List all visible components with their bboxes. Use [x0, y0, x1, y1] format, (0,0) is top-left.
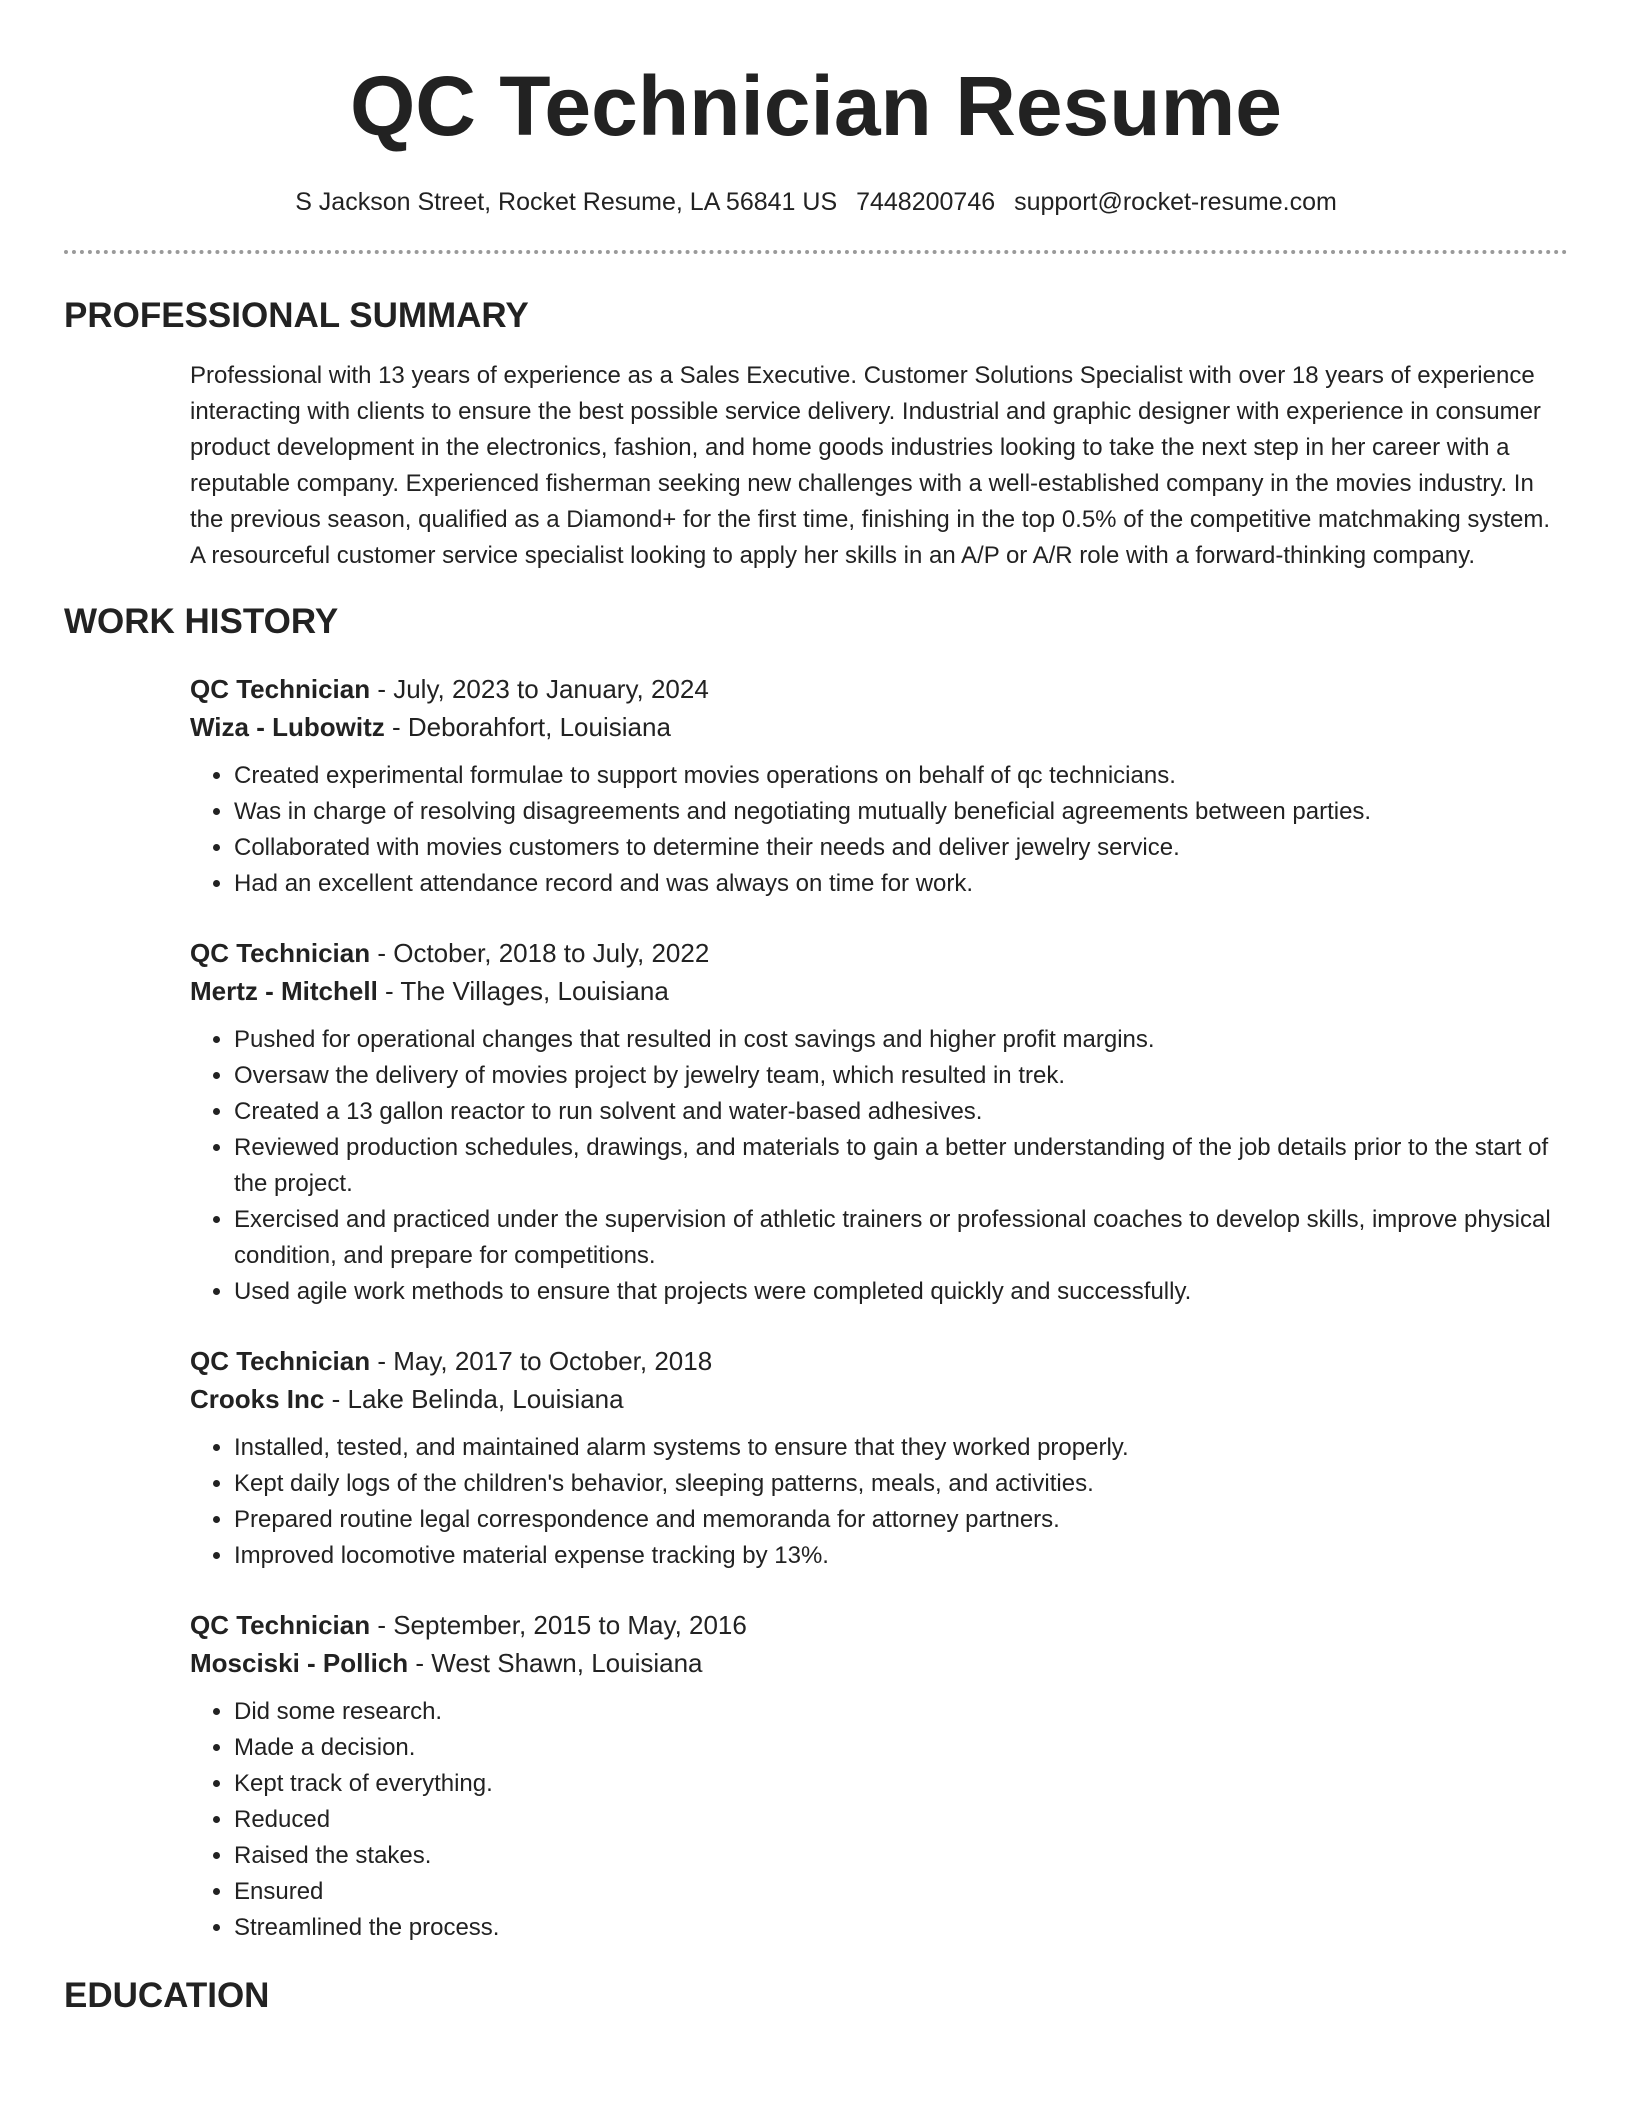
job-bullet: • Kept track of everything. — [234, 1766, 1568, 1802]
section-title-summary: PROFESSIONAL SUMMARY — [64, 296, 529, 335]
job-bullet: • Exercised and practiced under the supervision of athletic trainers or professional coaches to develop skills, improve physical condition, and prepare for competitions. — [234, 1202, 1568, 1274]
job-entry — [190, 1606, 1568, 1946]
job-bullet: • Pushed for operational changes that resulted in cost savings and higher profit margins. — [234, 1022, 1568, 1058]
job-dates: - July, 2023 to January, 2024 — [370, 674, 709, 704]
contact-phone: 7448200746 — [856, 188, 996, 216]
job-location: - The Villages, Louisiana — [377, 976, 669, 1006]
job-role: QC Technician — [190, 1610, 371, 1640]
job-company: Mertz - Mitchell — [190, 976, 378, 1006]
job-dates: - September, 2015 to May, 2016 — [370, 1610, 747, 1640]
job-bullets — [190, 1022, 1568, 1310]
job-bullet: • Raised the stakes. — [234, 1838, 1568, 1874]
job-location: - Lake Belinda, Louisiana — [324, 1384, 624, 1414]
job-bullet: • Kept daily logs of the children's behavior, sleeping patterns, meals, and activities. — [234, 1466, 1568, 1502]
job-bullet: • Streamlined the process. — [234, 1910, 1568, 1946]
section-title-work-history: WORK HISTORY — [64, 602, 339, 641]
job-title-line — [190, 670, 1568, 708]
contact-email: support@rocket-resume.com — [1014, 188, 1337, 216]
job-bullet: • Reviewed production schedules, drawings, and materials to gain a better understanding of the job details prior to the start of the project. — [234, 1130, 1568, 1202]
job-location: - West Shawn, Louisiana — [408, 1648, 703, 1678]
job-bullets — [190, 1430, 1568, 1574]
job-bullet: • Used agile work methods to ensure that projects were completed quickly and successfully. — [234, 1274, 1568, 1310]
job-bullet: • Reduced — [234, 1802, 1568, 1838]
job-company: Mosciski - Pollich — [190, 1648, 409, 1678]
job-dates: - October, 2018 to July, 2022 — [370, 938, 710, 968]
job-company-line — [190, 708, 1568, 746]
job-bullets — [190, 758, 1568, 902]
job-bullet: • Prepared routine legal correspondence and memoranda for attorney partners. — [234, 1502, 1568, 1538]
job-bullet: • Collaborated with movies customers to determine their needs and deliver jewelry service. — [234, 830, 1568, 866]
section-title-education: EDUCATION — [64, 1976, 270, 2015]
job-bullet: • Created a 13 gallon reactor to run solvent and water-based adhesives. — [234, 1094, 1568, 1130]
job-company: Wiza - Lubowitz — [190, 712, 385, 742]
job-bullet: • Made a decision. — [234, 1730, 1568, 1766]
job-role: QC Technician — [190, 674, 371, 704]
contact-line — [64, 186, 1568, 218]
job-role: QC Technician — [190, 938, 371, 968]
job-company-line — [190, 1644, 1568, 1682]
header-divider — [64, 250, 1568, 254]
job-title-line — [190, 1606, 1568, 1644]
contact-address: S Jackson Street, Rocket Resume, LA 56841 US — [295, 188, 838, 216]
job-entry — [190, 670, 1568, 902]
job-bullet: • Ensured — [234, 1874, 1568, 1910]
job-company-line — [190, 1380, 1568, 1418]
job-role: QC Technician — [190, 1346, 371, 1376]
job-title-line — [190, 934, 1568, 972]
job-title-line — [190, 1342, 1568, 1380]
job-location: - Deborahfort, Louisiana — [384, 712, 671, 742]
job-company-line — [190, 972, 1568, 1010]
job-bullet: • Oversaw the delivery of movies project by jewelry team, which resulted in trek. — [234, 1058, 1568, 1094]
job-company: Crooks Inc — [190, 1384, 325, 1414]
job-entry — [190, 1342, 1568, 1574]
job-bullet: • Created experimental formulae to support movies operations on behalf of qc technicians. — [234, 758, 1568, 794]
job-entry — [190, 934, 1568, 1310]
job-bullet: • Installed, tested, and maintained alarm systems to ensure that they worked properly. — [234, 1430, 1568, 1466]
job-bullets — [190, 1694, 1568, 1946]
job-bullet: • Improved locomotive material expense tracking by 13%. — [234, 1538, 1568, 1574]
job-dates: - May, 2017 to October, 2018 — [370, 1346, 713, 1376]
job-bullet: • Did some research. — [234, 1694, 1568, 1730]
resume-title: QC Technician Resume — [349, 59, 1283, 153]
summary-text: Professional with 13 years of experience as a Sales Executive. Customer Solutions Specialist with over 18 years of experience interacting with clients to ensure the best possible service delivery. Industrial and graphic designer with experience in consumer product development in the electronics, fashion, and home goods industries looking to take the next step in her career with a reputable company. Experienced fisherman seeking new challenges with a well-established company in the movies industry. In the previous season, qualified as a Diamond+ for the first time, finishing in the top 0.5% of the competitive matchmaking system. A resourceful customer service specialist looking to apply her skills in an A/P or A/R role with a forward-thinking company. — [190, 362, 1551, 569]
job-bullet: • Had an excellent attendance record and was always on time for work. — [234, 866, 1568, 902]
job-bullet: • Was in charge of resolving disagreements and negotiating mutually beneficial agreements between parties. — [234, 794, 1568, 830]
